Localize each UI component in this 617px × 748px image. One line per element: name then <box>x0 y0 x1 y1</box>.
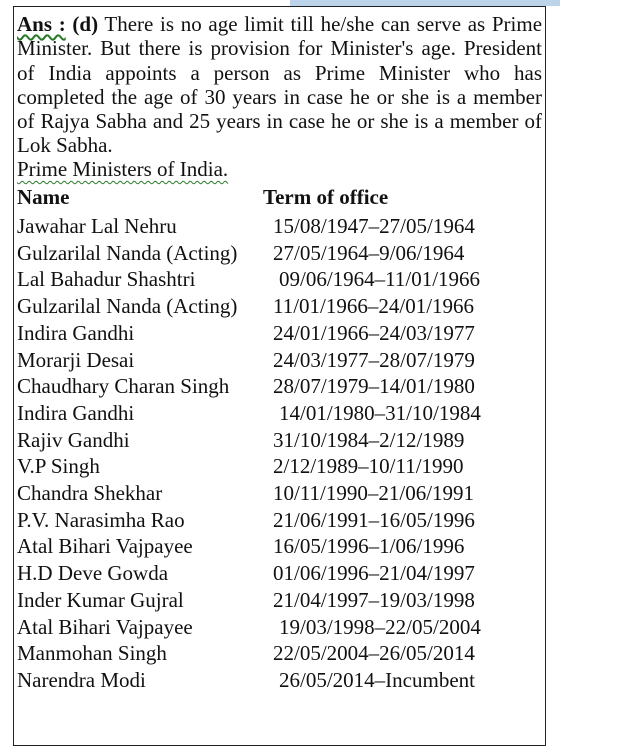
pm-term: 11/01/1966–24/01/1966 <box>273 294 475 319</box>
table-row <box>17 453 545 480</box>
pm-name: Morarji Desai <box>17 347 135 372</box>
pm-term: 26/05/2014–Incumbent <box>279 667 475 692</box>
table-row <box>17 213 545 240</box>
table-row <box>17 614 545 641</box>
table-row <box>17 667 545 694</box>
pm-name: Chandra Shekhar <box>17 481 163 506</box>
table-row <box>17 373 545 400</box>
pm-term: 16/05/1996–1/06/1996 <box>273 534 465 559</box>
table-row <box>17 640 545 667</box>
table-row <box>17 560 545 587</box>
pm-term: 14/01/1980–31/10/1984 <box>279 400 481 425</box>
pm-term: 19/03/1998–22/05/2004 <box>279 614 481 639</box>
answer-text: There is no age limit till he/she can serve as Prime Minister. But there is provision for Minister's age. President of India appoints a person as Prime Minister who has completed the age of 30 years in case he or she is a member of Rajya Sabha and 25 years in case he or she is a member of Lok Sabha. <box>17 12 543 158</box>
table-row <box>17 400 545 427</box>
answer-box <box>13 6 546 746</box>
pm-name: Gulzarilal Nanda (Acting) <box>17 294 238 319</box>
pm-term: 24/03/1977–28/07/1979 <box>273 347 475 372</box>
pm-term: 27/05/1964–9/06/1964 <box>273 240 465 265</box>
pm-term: 2/12/1989–10/11/1990 <box>273 454 464 479</box>
pm-term: 31/10/1984–2/12/1989 <box>273 427 465 452</box>
table-row <box>17 427 545 454</box>
pm-term: 24/01/1966–24/03/1977 <box>273 320 475 345</box>
pm-term: 01/06/1996–21/04/1997 <box>273 561 475 586</box>
pm-term: 21/04/1997–19/03/1998 <box>273 587 475 612</box>
table-body <box>17 213 545 694</box>
table-row <box>17 293 545 320</box>
pm-term: 15/08/1947–27/05/1964 <box>273 214 475 238</box>
pm-term: 28/07/1979–14/01/1980 <box>273 374 475 399</box>
pm-name: Atal Bihari Vajpayee <box>17 614 193 639</box>
pm-name: P.V. Narasimha Rao <box>17 507 185 532</box>
pm-name: Indira Gandhi <box>17 400 135 425</box>
pm-name: Narendra Modi <box>17 667 146 692</box>
pm-term: 09/06/1964–11/01/1966 <box>279 267 481 292</box>
pm-name: Inder Kumar Gujral <box>17 587 184 612</box>
table-row <box>17 533 545 560</box>
list-title: Prime Ministers of India. <box>17 157 229 181</box>
pm-name: H.D Deve Gowda <box>17 561 169 586</box>
pm-name: Manmohan Singh <box>17 641 167 666</box>
answer-option: (d) <box>72 12 99 36</box>
pm-table <box>17 185 545 694</box>
pm-name: Gulzarilal Nanda (Acting) <box>17 240 238 265</box>
pm-term: 22/05/2004–26/05/2014 <box>273 641 475 666</box>
pm-name: Indira Gandhi <box>17 320 135 345</box>
table-row <box>17 587 545 614</box>
pm-term: 10/11/1990–21/06/1991 <box>273 481 475 506</box>
table-row <box>17 320 545 347</box>
header-name: Name <box>17 185 70 209</box>
pm-name: Jawahar Lal Nehru <box>17 214 177 238</box>
pm-name: Chaudhary Charan Singh <box>17 374 230 399</box>
pm-term: 21/06/1991–16/05/1996 <box>273 507 475 532</box>
pm-name: Rajiv Gandhi <box>17 427 130 452</box>
header-term: Term of office <box>263 185 389 209</box>
table-row <box>17 507 545 534</box>
answer-label: Ans : <box>17 12 66 36</box>
pm-name: V.P Singh <box>17 454 100 479</box>
table-row <box>17 266 545 293</box>
table-header <box>17 185 545 213</box>
table-row <box>17 347 545 374</box>
pm-name: Atal Bihari Vajpayee <box>17 534 193 559</box>
table-row <box>17 480 545 507</box>
answer-paragraph <box>17 12 542 158</box>
pm-name: Lal Bahadur Shashtri <box>17 267 196 292</box>
table-row <box>17 240 545 267</box>
